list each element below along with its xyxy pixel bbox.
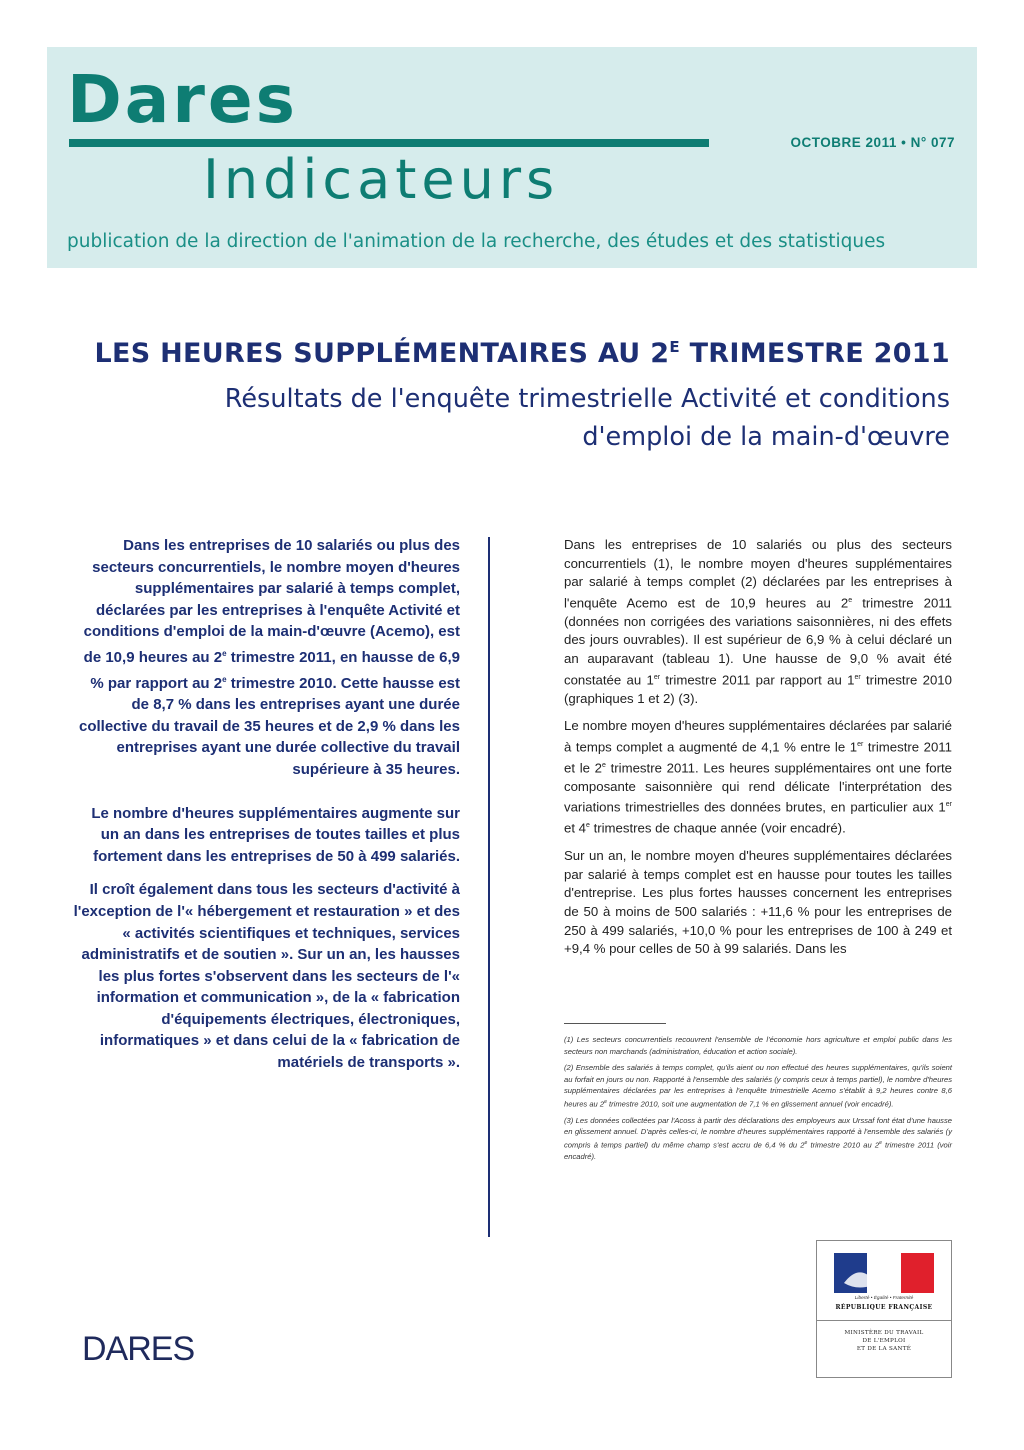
body-paragraph-1: Dans les entreprises de 10 salariés ou plus des secteurs concurrentiels (1), le nombre moyen d'heures supplémentaires par salarié à temps complet (2) déclarées par les entreprises à l'enquête Acemo est de 10,9 heures au 2e trimestre 2011 (données non corrigées des variations saisonnières, ni des effets des jours ouvrables). Il est supérieur de 6,9 % à celui déclaré un an auparavant (tableau 1). Une hausse de 9,0 % avait été constatée au 1er trimestre 2011 par rapport au 1er trimestre 2010 (graphiques 1 et 2) (3). — [564, 537, 952, 706]
summary-paragraph-2: Le nombre d'heures supplémentaires augmente sur un an dans les entreprises de toutes tailles et plus fortement dans les entreprises de 50 à 499 salariés. — [91, 804, 460, 865]
footnote-rule — [564, 1023, 666, 1024]
footnotes — [564, 1034, 952, 1167]
gov-separator — [817, 1320, 951, 1321]
government-logo-box — [816, 1240, 952, 1378]
brand-dares: Dares — [67, 61, 298, 138]
footnote-1: (1) Les secteurs concurrentiels recouvrent l'ensemble de l'économie hors agriculture et emploi public dans les secteurs non marchands (administration, éducation et action sociale). — [564, 1035, 952, 1056]
subtitle-line-1: Résultats de l'enquête trimestrielle Activité et conditions — [224, 384, 950, 414]
gov-republic: RÉPUBLIQUE FRANÇAISE — [835, 1304, 933, 1311]
footnote-3: (3) Les données collectées par l'Acoss à partir des déclarations des employeurs aux Urssaf font état d'une hausse en glissement annuel. D'après celles-ci, le nombre d'heures supplémentaires rapporté à l'ensemble des salariés (y compris à temps partiel) du même champ s'est accru de 6,4 % du 2e trimestre 2010 au 2e trimestre 2011 (voir encadré). — [564, 1115, 952, 1161]
body-paragraph-2: Le nombre moyen d'heures supplémentaires déclarées par salarié à temps complet a augmenté de 4,1 % entre le 1er trimestre 2011 et le 2e trimestre 2011. Les heures supplémentaires ont une forte composante saisonnière qui rend délicate l'interprétation des variations trimestrielles des données brutes, en particulier aux 1er et 4e trimestres de chaque année (voir encadré). — [564, 718, 952, 836]
summary-paragraph-3: Il croît également dans tous les secteurs d'activité à l'exception de l'« hébergement et restauration » et des « activités scientifiques et techniques, services administratifs et de soutien ». Sur un an, les hausses les plus fortes s'observent dans les secteurs de l'« information et communication », de la « fabrication d'équipements électriques, électroniques, informatiques » et dans celui de la « fabrication de matériels de transports ». — [73, 881, 460, 1072]
body-column — [564, 536, 952, 968]
flag-red-band — [901, 1253, 934, 1293]
summary-paragraph-1: Dans les entreprises de 10 salariés ou plus des secteurs concurrentiels, le nombre moyen d'heures supplémentaires par salarié à temps complet, déclarées par les entreprises à l'enquête Activité et conditions d'emploi de la main-d'œuvre (Acemo), est de 10,9 heures au 2e trimestre 2011, en hausse de 6,9 % par rapport au 2e trimestre 2010. Cette hausse est de 8,7 % dans les entreprises ayant une durée collective du travail de 35 heures et de 2,9 % dans les entreprises ayant une durée collective du travail supérieure à 35 heures. — [78, 537, 460, 778]
dares-logo: DARES — [82, 1330, 195, 1368]
gov-motto: Liberté • Égalité • Fraternité — [854, 1296, 914, 1301]
marianne-flag-icon — [834, 1253, 934, 1293]
summary-column — [72, 535, 460, 1086]
brand-divider — [69, 139, 709, 147]
ministry-name: MINISTÈRE DU TRAVAIL DE L'EMPLOI ET DE LA SANTÉ — [844, 1330, 924, 1352]
masthead-banner — [47, 47, 977, 268]
column-divider — [488, 537, 490, 1237]
brand-indicateurs: Indicateurs — [203, 148, 560, 211]
publication-tagline: publication de la direction de l'animation de la recherche, des études et des statistiques — [67, 231, 886, 252]
footnote-2: (2) Ensemble des salariés à temps complet, qu'ils aient ou non effectué des heures supplémentaires, qu'ils soient au forfait en jours ou non. Rapporté à l'ensemble des salariés (y compris ceux à temps partiel), le nombre d'heures supplémentaires déclarées par les entreprises à l'enquête trimestrielle Acemo s'établit à 9,2 heures contre 8,6 heures au 2e trimestre 2010, soit une augmentation de 7,1 % en glissement annuel (voir encadré). — [564, 1063, 952, 1109]
document-subtitle — [120, 380, 950, 456]
issue-date-number: OCTOBRE 2011 • N° 077 — [790, 135, 955, 150]
body-paragraph-3: Sur un an, le nombre moyen d'heures supplémentaires déclarées par salarié à temps complet est en hausse pour toutes les tailles d'entreprise. Les plus fortes hausses concernent les entreprises de 50 à moins de 500 salariés : +11,6 % pour les entreprises de 250 à 499 salariés, +10,0 % pour les entreprises de 100 à 249 et +9,4 % pour celles de 50 à 99 salariés. Dans les — [564, 848, 952, 957]
subtitle-line-2: d'emploi de la main-d'œuvre — [582, 422, 950, 452]
document-title: LES HEURES SUPPLÉMENTAIRES AU $2^E$ TRIMESTRE 2011 — [94, 338, 950, 369]
